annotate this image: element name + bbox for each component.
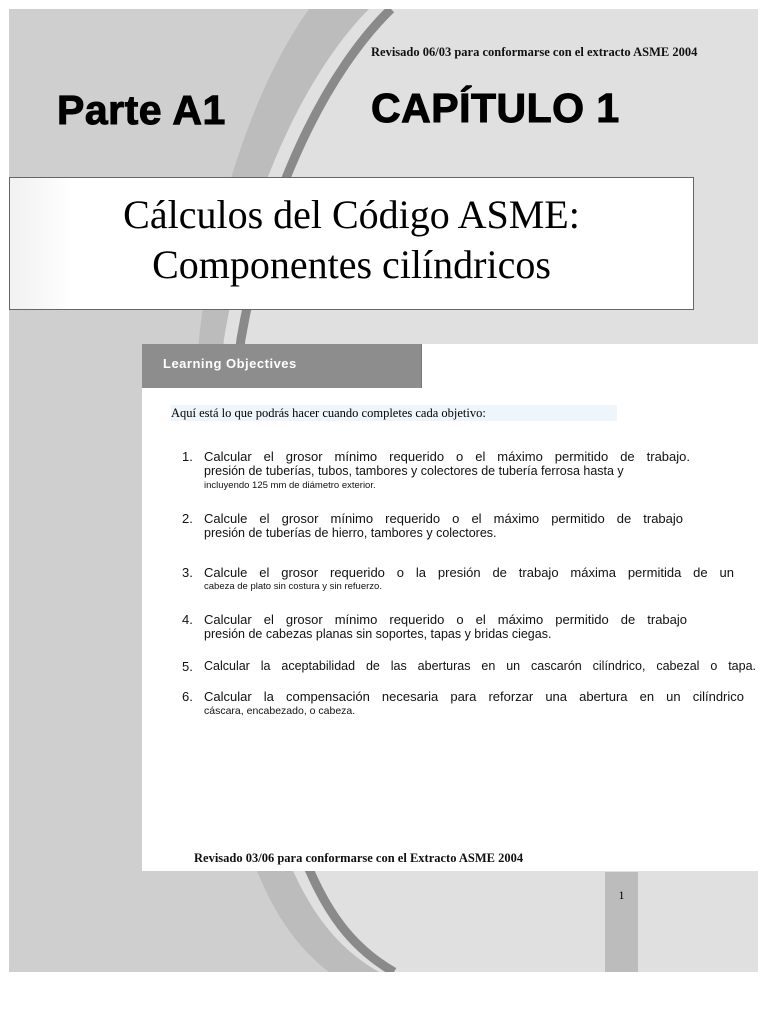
objective-line1: Calcular el grosor mínimo requerido o el máximo permitido de trabajo <box>204 612 687 627</box>
learning-objectives-heading: Learning Objectives <box>163 356 297 371</box>
objective-number: 2. <box>182 511 193 526</box>
objective-line2: presión de tuberías de hierro, tambores y colectores. <box>204 526 497 540</box>
learning-objectives-panel <box>142 344 758 871</box>
objective-line2: cabeza de plato sin costura y sin refuerzo. <box>204 581 382 592</box>
objective-number: 4. <box>182 612 193 627</box>
objective-number: 3. <box>182 565 193 580</box>
objective-line1: Calcule el grosor mínimo requerido o el máximo permitido de trabajo <box>204 511 683 526</box>
objective-line1: Calcular la aceptabilidad de las aberturas en un cascarón cilíndrico, cabezal o tapa. <box>204 659 756 673</box>
objective-line2: presión de tuberías, tubos, tambores y colectores de tubería ferrosa hasta y <box>204 464 624 478</box>
objective-line3: incluyendo 125 mm de diámetro exterior. <box>204 480 376 491</box>
objective-number: 5. <box>182 659 193 674</box>
revised-note-bottom: Revisado 03/06 para conformarse con el Extracto ASME 2004 <box>194 851 524 865</box>
objectives-intro: Aquí está lo que podrás hacer cuando completes cada objetivo: <box>171 405 617 421</box>
page-number-tab <box>605 872 638 972</box>
objective-line2: presión de cabezas planas sin soportes, tapas y bridas ciegas. <box>204 627 552 641</box>
page-number: 1 <box>618 888 625 902</box>
learning-objectives-header <box>142 344 422 388</box>
objective-line2: cáscara, encabezado, o cabeza. <box>204 705 356 717</box>
main-title-line2: Componentes cilíndricos <box>152 242 551 287</box>
objective-line1: Calcule el grosor requerido o la presión de trabajo máxima permitida de un <box>204 565 734 580</box>
document-page <box>9 9 758 972</box>
chapter-title: CAPÍTULO 1 <box>371 85 620 131</box>
main-title <box>10 190 693 290</box>
objective-line1: Calcular la compensación necesaria para reforzar una abertura en un cilíndrico <box>204 689 744 704</box>
title-box <box>9 177 694 310</box>
revised-note-top: Revisado 06/03 para conformarse con el extracto ASME 2004 <box>371 45 698 59</box>
objective-line1: Calcular el grosor mínimo requerido o el máximo permitido de trabajo. <box>204 449 690 464</box>
objective-number: 6. <box>182 689 193 704</box>
part-title: Parte A1 <box>57 87 226 133</box>
main-title-line1: Cálculos del Código ASME: <box>123 192 580 237</box>
objective-number: 1. <box>182 449 193 464</box>
